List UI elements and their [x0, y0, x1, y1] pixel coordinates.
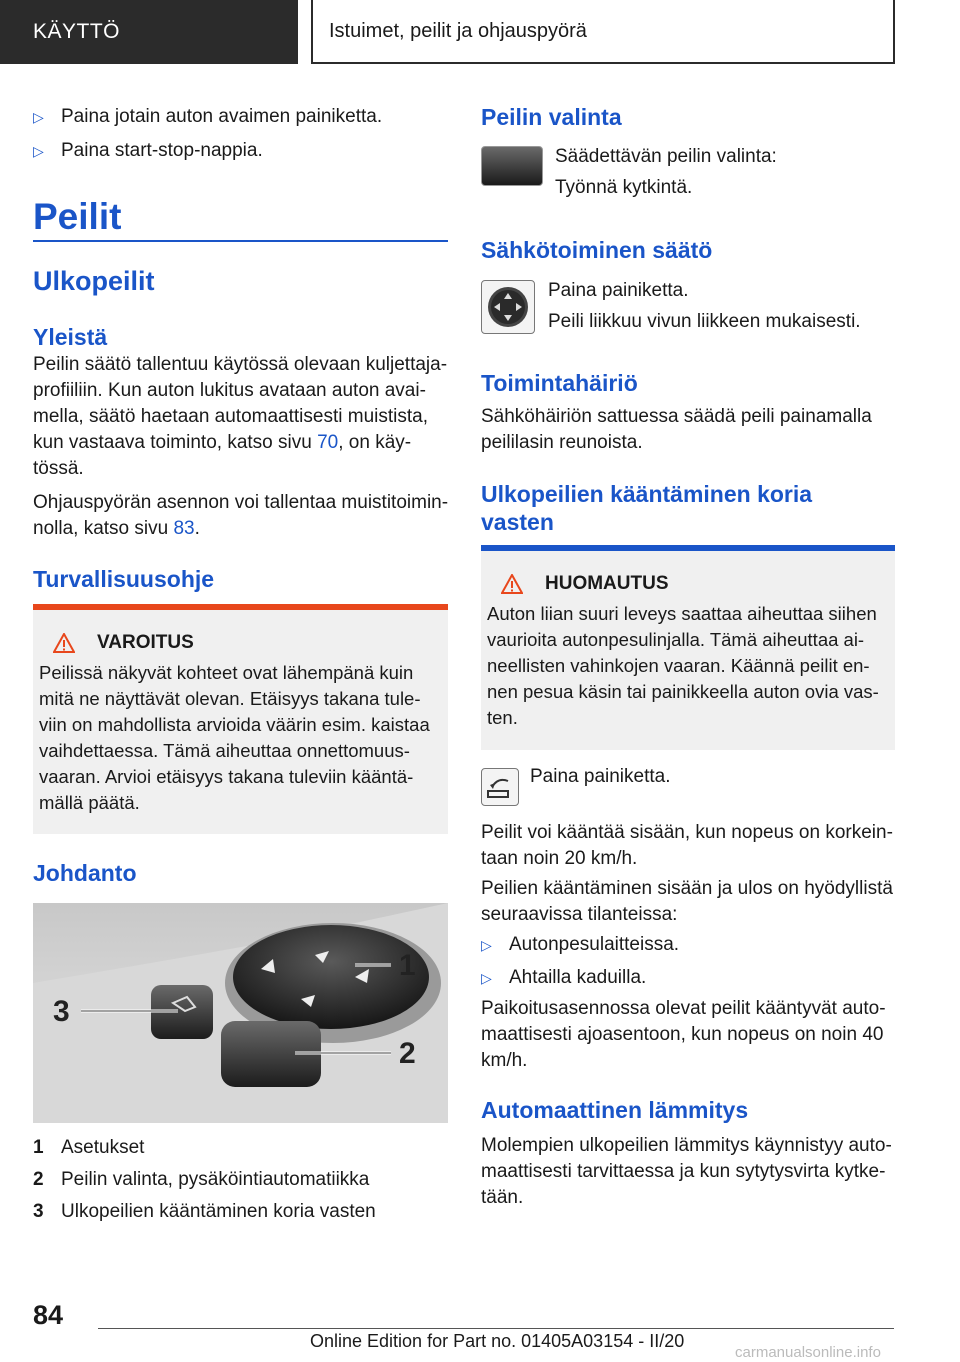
subheading-fault: Toimintahäiriö	[481, 370, 638, 396]
notice-text: Auton liian suuri leveys saattaa aiheuttaa siihen vaurioita autonpesulinjalla. Tämä aiheuttaa ai-neellisten vahinkojen vaaran. Käännä peilit en-nen pesua käsin tai painikkeella auton ovia vas-ten.	[487, 603, 879, 728]
triangle-bullet-icon: ▷	[481, 937, 492, 953]
warning-text: Peilissä näkyvät kohteet ovat lähempänä kuin mitä ne näyttävät olevan. Etäisyys takana tule-viin on mahdollista arvioida väärin esim. kaistaa vaihdettaessa. Tämä aiheuttaa onnettomuus-vaaran. Arvioi etäisyys takana tuleviin kääntä-mällä päätä.	[39, 662, 430, 813]
list-item: ▷ Autonpesulaitteissa.	[481, 932, 893, 958]
legend-list	[33, 1132, 448, 1228]
triangle-bullet-icon: ▷	[33, 143, 44, 159]
section-heading: Ulkopeilit	[33, 266, 155, 296]
subheading-safety: Turvallisuusohje	[33, 566, 215, 592]
step-text: Paina start-stop-nappia.	[61, 140, 263, 161]
warning-title: VAROITUS	[97, 632, 194, 653]
select-line-2: Työnnä kytkintä.	[555, 177, 693, 198]
chapter-tab	[311, 0, 895, 64]
warning-triangle-icon	[501, 574, 523, 594]
fault-text: Sähköhäiriön sattuessa säädä peili painamalla peililasin reunoista.	[481, 406, 872, 453]
fold-paragraph-2: Peilien kääntäminen sisään ja ulos on hyödyllistä seuraavissa tilanteissa:	[481, 878, 893, 925]
subheading-general: Yleistä	[33, 324, 108, 350]
chapter-title: Istuimet, peilit ja ohjauspyörä	[329, 19, 587, 42]
legend-item: 1 Asetukset	[33, 1137, 145, 1158]
page-link[interactable]: 83	[173, 518, 195, 539]
notice-box	[481, 545, 895, 750]
triangle-bullet-icon: ▷	[33, 109, 44, 125]
fold-press-text: Paina painiketta.	[530, 766, 671, 787]
subheading-fold: Ulkopeilien kääntäminen koria vasten	[481, 481, 813, 535]
triangle-bullet-icon: ▷	[481, 970, 492, 986]
page-heading: Peilit	[33, 196, 122, 237]
fold-mirror-icon	[481, 768, 519, 806]
legend-item: 3 Ulkopeilien kääntäminen koria vasten	[33, 1201, 376, 1222]
electric-line-1: Paina painiketta.	[548, 280, 689, 301]
warning-header	[53, 632, 440, 654]
footer-edition: Online Edition for Part no. 01405A03154 - II/20	[310, 1331, 685, 1351]
subheading-mirror-select: Peilin valinta	[481, 104, 622, 130]
list-item	[33, 104, 448, 130]
warning-triangle-icon	[53, 633, 75, 653]
subheading-intro: Johdanto	[33, 860, 137, 886]
warning-box	[33, 604, 448, 834]
notice-title: HUOMAUTUS	[545, 573, 669, 594]
list-item: ▷ Ahtailla kaduilla.	[481, 965, 893, 991]
electric-line-2: Peili liikkuu vivun liikkeen mukaisesti.	[548, 311, 861, 332]
notice-header	[501, 573, 887, 595]
page-number: 84	[33, 1300, 64, 1330]
callout-3: 3	[53, 995, 70, 1028]
page-link[interactable]: 70	[317, 432, 339, 453]
fold-paragraph-1: Peilit voi kääntää sisään, kun nopeus on korkein-taan noin 20 km/h.	[481, 822, 893, 869]
footer-rule	[98, 1328, 894, 1329]
subheading-heating: Automaattinen lämmitys	[481, 1097, 749, 1123]
general-paragraph: Peilin säätö tallentuu käytössä olevaan kuljettaja-profiiliin. Kun auton lukitus avataan auton avai-mella, säätö haetaan automaattisesti muistista, kun vastaava toiminto, katso sivu 70, on käy-tössä. Ohjauspyörän asennon voi tallentaa muistitoimin-nolla, katso sivu 83.	[33, 354, 449, 539]
heading-rule	[33, 240, 448, 242]
list-item	[33, 138, 448, 164]
section-title: KÄYTTÖ	[33, 20, 121, 43]
fold-paragraph-3: Paikoitusasennossa olevat peilit kääntyvät auto-maattisesti ajoasentoon, kun nopeus on noin 40 km/h.	[481, 998, 886, 1071]
step-text: Paina jotain auton avaimen painiketta.	[61, 106, 383, 127]
legend-item: 2 Peilin valinta, pysäköintiautomatiikka	[33, 1169, 370, 1190]
callout-1: 1	[399, 949, 416, 982]
mirror-switch-illustration	[33, 903, 448, 1123]
section-tab	[0, 0, 298, 64]
callout-2: 2	[399, 1037, 416, 1070]
direction-pad-icon	[481, 280, 535, 334]
subheading-electric: Sähkötoiminen säätö	[481, 237, 713, 263]
footer-watermark: carmanualsonline.info	[735, 1344, 881, 1361]
start-steps	[33, 104, 448, 164]
heating-text: Molempien ulkopeilien lämmitys käynnistyy auto-maattisesti tarvittaessa ja kun sytytysvirta kytke-tään.	[481, 1135, 892, 1208]
fold-bullets	[481, 932, 893, 991]
mirror-select-switch-icon	[481, 146, 543, 186]
select-line-1: Säädettävän peilin valinta:	[555, 146, 777, 167]
